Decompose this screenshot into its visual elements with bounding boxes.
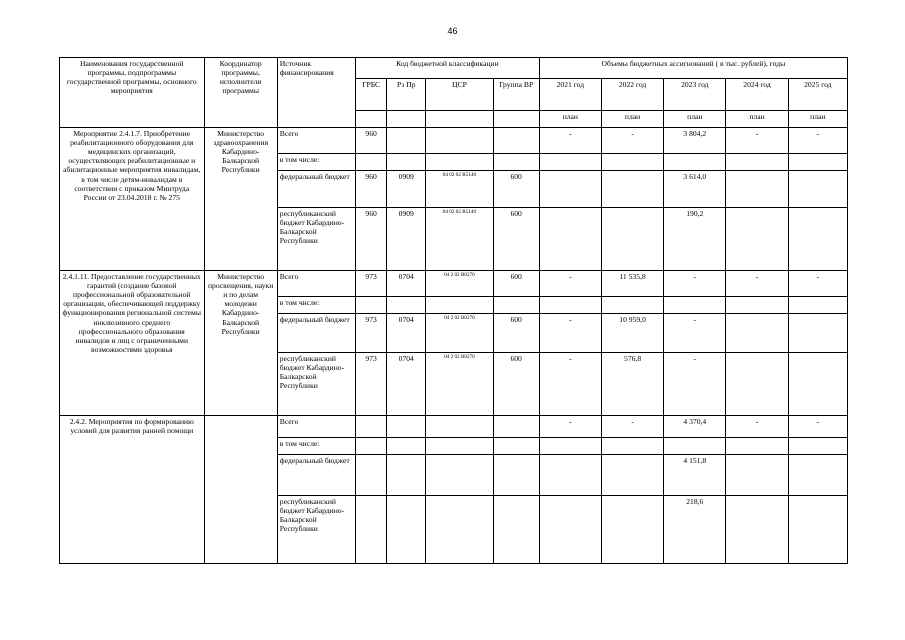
page-number: 46 [447, 26, 458, 36]
cell-y2024 [726, 353, 788, 416]
cell-y2021: - [539, 353, 601, 416]
cell-y2022 [601, 496, 663, 564]
cell-y2022 [601, 171, 663, 208]
cell-y2023 [664, 297, 726, 314]
budget-table [59, 57, 848, 564]
cell-y2022 [601, 208, 663, 271]
cell-y2025 [788, 314, 847, 353]
cell-grbs [356, 154, 387, 171]
cell-y2024: - [726, 416, 788, 438]
cell-grbs: 973 [356, 271, 387, 297]
cell-y2021 [539, 496, 601, 564]
cell-y2022: - [601, 416, 663, 438]
header-plan: план [788, 111, 847, 128]
funding-source: республиканский бюджет Кабардино-Балкарской Республики [277, 496, 355, 564]
cell-rzpr [387, 438, 426, 455]
cell-y2024 [726, 297, 788, 314]
header-volume-group: Объемы бюджетных ассигнований ( в тыс. рублей), годы [539, 58, 847, 79]
cell-rzpr [387, 297, 426, 314]
cell-rzpr: 0909 [387, 171, 426, 208]
cell-y2025 [788, 171, 847, 208]
cell-grbs [356, 438, 387, 455]
cell-vr: 600 [493, 314, 539, 353]
cell-y2023: 190,2 [664, 208, 726, 271]
cell-vr [493, 455, 539, 496]
cell-y2023: 4 370,4 [664, 416, 726, 438]
cell-y2021: - [539, 271, 601, 297]
header-grbs: ГРБС [356, 79, 387, 111]
cell-y2025 [788, 208, 847, 271]
cell-y2023 [664, 438, 726, 455]
cell-vr [493, 496, 539, 564]
cell-csr [426, 128, 493, 154]
cell-y2023: - [664, 314, 726, 353]
cell-grbs [356, 496, 387, 564]
header-source: Источник финансирования [277, 58, 355, 128]
cell-rzpr [387, 496, 426, 564]
funding-source: Всего [277, 416, 355, 438]
cell-y2021: - [539, 314, 601, 353]
cell-y2025: - [788, 416, 847, 438]
cell-y2021 [539, 438, 601, 455]
cell-y2023 [664, 154, 726, 171]
cell-y2024 [726, 171, 788, 208]
cell-vr: 600 [493, 171, 539, 208]
cell-vr [493, 297, 539, 314]
cell-rzpr: 0704 [387, 271, 426, 297]
header-year: 2023 год [664, 79, 726, 111]
header-plan: план [601, 111, 663, 128]
cell-y2024 [726, 208, 788, 271]
cell-y2024 [726, 438, 788, 455]
cell-y2023: - [664, 353, 726, 416]
header-year: 2022 год [601, 79, 663, 111]
cell-y2024 [726, 314, 788, 353]
cell-grbs [356, 297, 387, 314]
funding-source: в том числе: [277, 297, 355, 314]
cell-vr: 600 [493, 208, 539, 271]
coordinator [204, 416, 277, 564]
cell-csr: 04 2 02 R0270 [426, 314, 493, 353]
cell-y2021 [539, 171, 601, 208]
cell-csr: 04 02 02 R5140 [426, 208, 493, 271]
cell-y2023: 218,6 [664, 496, 726, 564]
cell-y2024: - [726, 271, 788, 297]
cell-y2022 [601, 455, 663, 496]
cell-y2022: 576,8 [601, 353, 663, 416]
header-row-1 [60, 58, 848, 79]
cell-y2025 [788, 297, 847, 314]
cell-vr [493, 154, 539, 171]
cell-grbs: 973 [356, 314, 387, 353]
cell-csr [426, 438, 493, 455]
header-year: 2021 год [539, 79, 601, 111]
cell-y2025 [788, 438, 847, 455]
cell-y2025 [788, 154, 847, 171]
cell-rzpr: 0909 [387, 208, 426, 271]
cell-vr [493, 416, 539, 438]
cell-y2022 [601, 297, 663, 314]
cell-y2021: - [539, 416, 601, 438]
cell-grbs: 960 [356, 171, 387, 208]
measure-name: 2.4.2. Мероприятия по формированию условий для развития ранней помощи [60, 416, 205, 564]
cell-y2025 [788, 496, 847, 564]
header-year: 2024 год [726, 79, 788, 111]
cell-rzpr [387, 154, 426, 171]
header-name: Наименования государственной программы, подпрограммы государственной программы, основного мероприятия [60, 58, 205, 128]
header-coordinator: Координатор программы, исполнители программы [204, 58, 277, 128]
cell-grbs: 960 [356, 128, 387, 154]
cell-y2021 [539, 208, 601, 271]
cell-y2025: - [788, 128, 847, 154]
cell-grbs: 973 [356, 353, 387, 416]
cell-csr: 04 02 02 R5140 [426, 171, 493, 208]
cell-rzpr [387, 455, 426, 496]
cell-y2021 [539, 297, 601, 314]
cell-y2024: - [726, 128, 788, 154]
cell-y2023: - [664, 271, 726, 297]
cell-y2023: 3 614,0 [664, 171, 726, 208]
funding-source: республиканский бюджет Кабардино-Балкарской Республики [277, 208, 355, 271]
cell-vr [493, 128, 539, 154]
cell-y2022: 10 959,0 [601, 314, 663, 353]
cell-csr [426, 455, 493, 496]
cell-y2025 [788, 353, 847, 416]
header-rzpr: Рз Пр [387, 79, 426, 111]
cell-y2025 [788, 455, 847, 496]
cell-y2023: 4 151,8 [664, 455, 726, 496]
funding-source: федеральный бюджет [277, 171, 355, 208]
header-plan: план [726, 111, 788, 128]
table-row [60, 271, 848, 297]
measure-name: Мероприятие 2.4.1.7. Приобретение реабилитационного оборудования для медицинских организаций, осуществляющих реабилитационные и абилитационные мероприятия инвалидам, в том числе детям-инвалидам в соответствии с приказом Минтруда России от 23.04.2018 г. № 275 [60, 128, 205, 271]
cell-rzpr: 0704 [387, 353, 426, 416]
funding-source: республиканский бюджет Кабардино-Балкарской Республики [277, 353, 355, 416]
cell-y2025: - [788, 271, 847, 297]
cell-y2022 [601, 438, 663, 455]
measure-name: 2.4.1.11. Предоставление государственных гарантий (создание базовой профессиональной образовательной организации, обеспечивающей поддержку функционирования региональной системы инклюзивного среднего профессионального образования инвалидов и лиц с ограниченными возможностями здоровья [60, 271, 205, 416]
cell-y2022: - [601, 128, 663, 154]
cell-rzpr [387, 416, 426, 438]
header-year: 2025 год [788, 79, 847, 111]
cell-csr [426, 297, 493, 314]
header-plan: план [539, 111, 601, 128]
cell-vr [493, 438, 539, 455]
coordinator: Министерство здравоохранения Кабардино-Балкарской Республики [204, 128, 277, 271]
cell-vr: 600 [493, 271, 539, 297]
funding-source: федеральный бюджет [277, 455, 355, 496]
cell-grbs [356, 416, 387, 438]
funding-source: в том числе: [277, 154, 355, 171]
cell-csr [426, 154, 493, 171]
cell-y2024 [726, 455, 788, 496]
cell-y2024 [726, 496, 788, 564]
cell-y2023: 3 804,2 [664, 128, 726, 154]
cell-rzpr [387, 128, 426, 154]
cell-y2022: 11 535,8 [601, 271, 663, 297]
cell-csr: 04 2 02 R0270 [426, 353, 493, 416]
cell-y2021 [539, 455, 601, 496]
cell-rzpr: 0704 [387, 314, 426, 353]
cell-y2024 [726, 154, 788, 171]
coordinator: Министерство просвещения, науки и по делам молодежи Кабардино-Балкарской Республики [204, 271, 277, 416]
cell-vr: 600 [493, 353, 539, 416]
header-code-group: Код бюджетной классификации [356, 58, 540, 79]
table-row [60, 128, 848, 154]
header-vr: Группа ВР [493, 79, 539, 111]
header-csr: ЦСР [426, 79, 493, 111]
cell-csr [426, 416, 493, 438]
funding-source: федеральный бюджет [277, 314, 355, 353]
funding-source: в том числе: [277, 438, 355, 455]
header-plan: план [664, 111, 726, 128]
funding-source: Всего [277, 128, 355, 154]
cell-y2021 [539, 154, 601, 171]
funding-source: Всего [277, 271, 355, 297]
cell-y2021: - [539, 128, 601, 154]
cell-grbs [356, 455, 387, 496]
table-row [60, 416, 848, 438]
cell-csr [426, 496, 493, 564]
cell-csr: 04 2 02 R0270 [426, 271, 493, 297]
cell-grbs: 960 [356, 208, 387, 271]
cell-y2022 [601, 154, 663, 171]
